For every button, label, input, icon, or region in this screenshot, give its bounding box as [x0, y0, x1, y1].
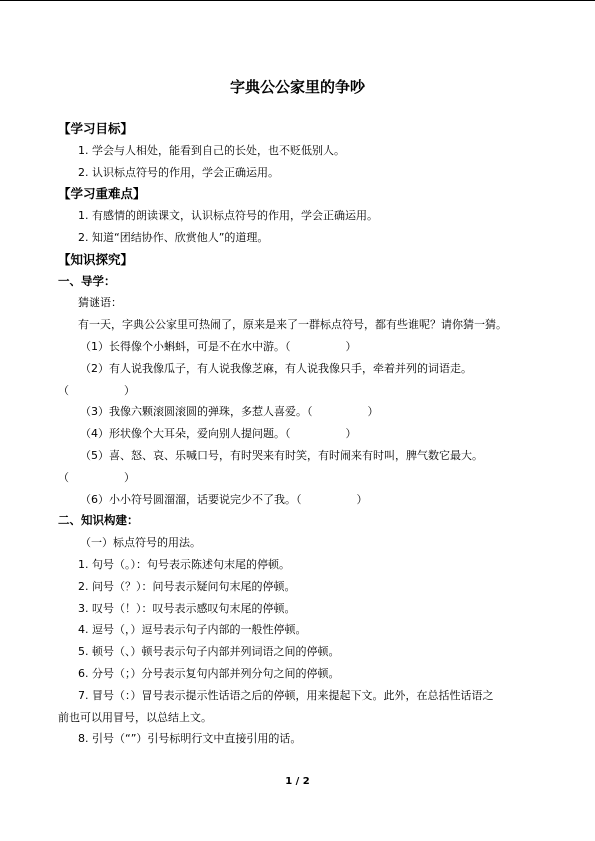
text-line: 前也可以用冒号，以总结上文。 — [58, 710, 212, 724]
section-heading: 【学习重难点】 — [58, 186, 146, 202]
text-line: 2. 问号（？）：问号表示疑问句末尾的停顿。 — [78, 579, 296, 593]
section-heading: 【学习目标】 — [58, 121, 134, 136]
text-line: 4. 逗号（，）逗号表示句子内部的一般性停顿。 — [78, 623, 307, 637]
page-number: 1 / 2 — [285, 776, 310, 787]
text-line: 6. 分号（；）分号表示复句内部并列分句之间的停顿。 — [78, 666, 340, 680]
text-line: 5. 顿号（、）顿号表示句子内部并列词语之间的停顿。 — [78, 645, 340, 659]
subsection-heading: 二、知识构建： — [58, 513, 139, 528]
text-line: （5）喜、怒、哀、乐喊口号，有时哭来有时笑，有时闹来有时叫，脾气数它最大。 — [80, 448, 483, 462]
text-line: （一）标点符号的用法。 — [80, 536, 201, 550]
text-line: （4）形状像个大耳朵，爱向别人提问题。（ ） — [80, 427, 357, 441]
document-body — [58, 118, 542, 750]
page-top-border — [0, 0, 595, 1]
text-line: 2. 认识标点符号的作用，学会正确运用。 — [78, 165, 279, 179]
text-line: （1）长得像个小蝌蚪，可是不在水中游。（ ） — [80, 339, 357, 353]
text-line: 2. 知道“团结协作、欣赏他人”的道理。 — [78, 230, 269, 244]
section-heading: 【知识探究】 — [58, 251, 134, 267]
text-line: 3. 叹号（！）：叹号表示感叹句末尾的停顿。 — [78, 601, 296, 615]
subsection-heading: 一、导学： — [58, 273, 116, 288]
text-line: 1. 句号（。）：句号表示陈述句末尾的停顿。 — [78, 557, 290, 571]
text-line: 8. 引号（“”）引号标明行文中直接引用的话。 — [78, 732, 302, 746]
document-title: 字典公公家里的争吵 — [229, 78, 365, 96]
text-line: 1. 有感情的朗读课文，认识标点符号的作用，学会正确运用。 — [78, 209, 378, 223]
text-line: （3）我像六颗滚圆滚圆的弹珠，多惹人喜爱。（ ） — [80, 405, 379, 419]
text-line: （6）小小符号圆溜溜，话要说完少不了我。（ ） — [80, 492, 368, 506]
text-line: 1. 学会与人相处，能看到自己的长处，也不贬低别人。 — [78, 143, 345, 157]
text-line: 有一天，字典公公家里可热闹了，原来是来了一群标点符号，都有些谁呢？请你猜一猜。 — [78, 318, 507, 332]
text-line: （2）有人说我像瓜子，有人说我像芝麻，有人说我像只手，牵着并列的词语走。 — [80, 361, 472, 375]
text-line: （ ） — [58, 470, 135, 484]
text-line: （ ） — [58, 383, 135, 397]
text-line: 猜谜语： — [78, 296, 122, 310]
text-line: 7. 冒号（：）冒号表示提示性话语之后的停顿，用来提起下文。此外，在总括性话语之 — [78, 688, 494, 702]
